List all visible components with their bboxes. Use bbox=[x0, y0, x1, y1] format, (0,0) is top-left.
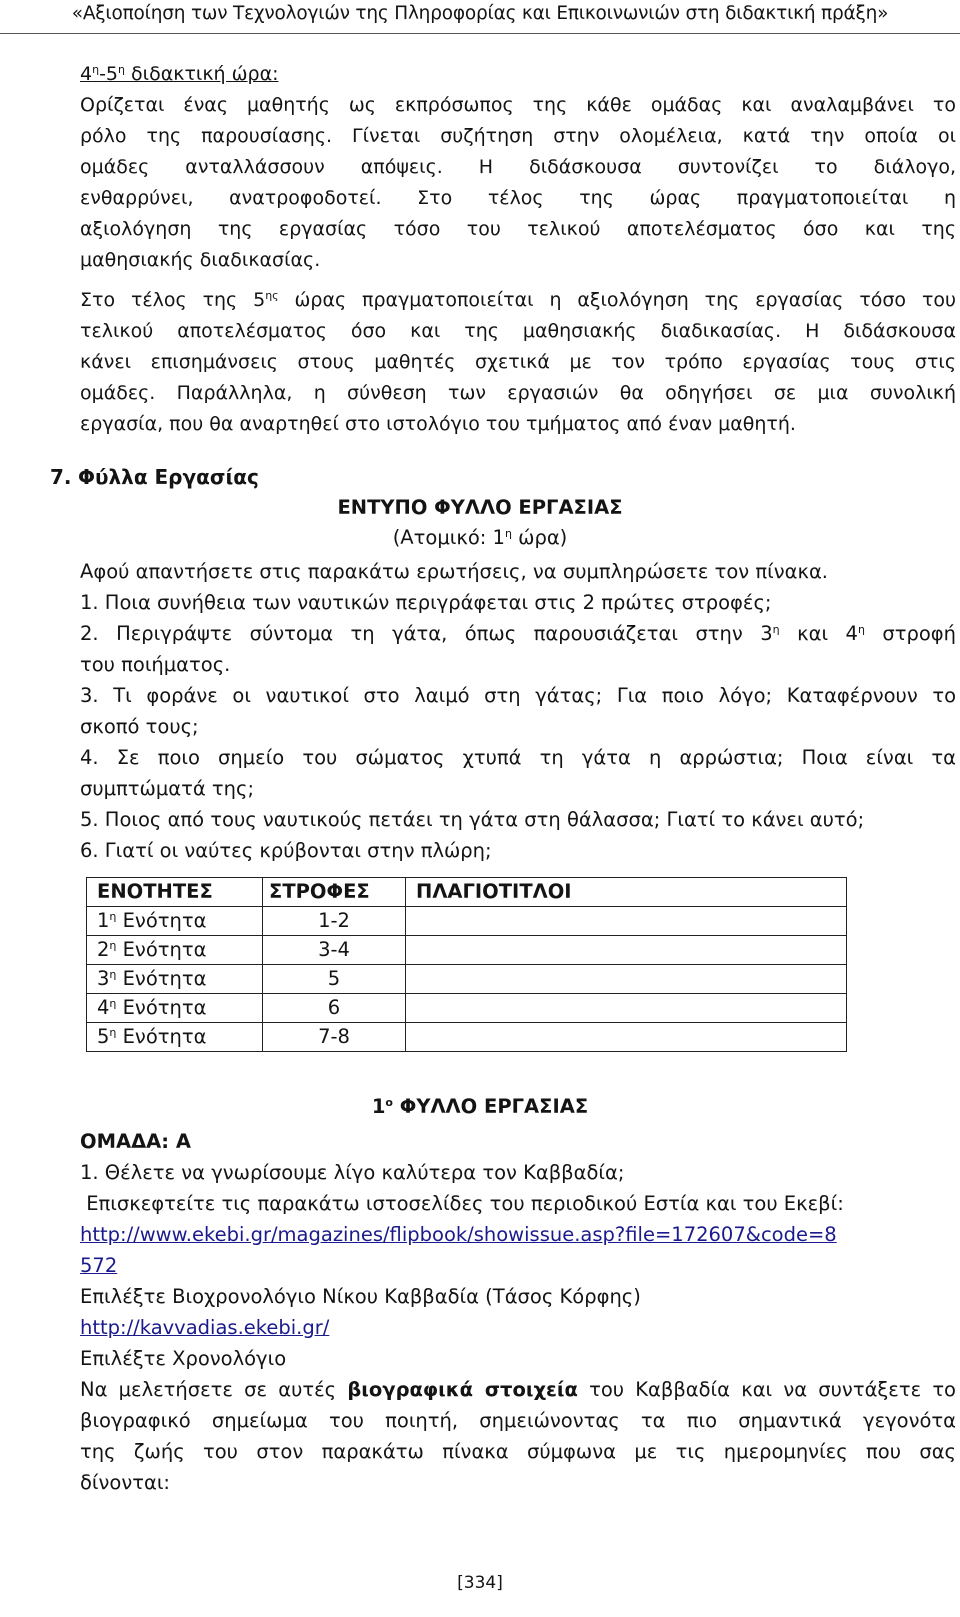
hours-p2-line: τελικού αποτελέσματος όσο και της μαθησιακής διαδικασίας. Η διδάσκουσα bbox=[80, 320, 956, 342]
unit-cell: $3^\eta$ Ενότητα bbox=[87, 965, 263, 994]
strofes-cell: 1-2 bbox=[263, 907, 406, 936]
worksheet-1-line: Επιλέξτε Βιοχρονολόγιο Νίκου Καββαδία (Τάσος Κόρφης) bbox=[80, 1285, 641, 1308]
worksheet-1-line: δίνονται: bbox=[80, 1471, 171, 1494]
worksheet-1-title: $1^o$ ΦΥΛΛΟ ΕΡΓΑΣΙΑΣ bbox=[371, 1095, 589, 1118]
worksheet-1-line: βιογραφικό σημείωμα του ποιητή, σημειώνοντας τα πιο σημαντικά γεγονότα bbox=[80, 1409, 956, 1432]
header-title: «Αξιοποίηση των Τεχνολογιών της Πληροφορίας και Επικοινωνιών στη διδακτική πράξη» bbox=[71, 3, 889, 24]
main-worksheet-questions bbox=[80, 556, 956, 866]
hours-p2-first-line: Στο τέλος της $5^{\eta\varsigma}$ ώρας πραγματοποιείται η αξιολόγηση της εργασίας τόσο του bbox=[80, 289, 956, 311]
question-2: 2. Περιγράψτε σύντομα τη γάτα, όπως παρουσιάζεται στην $3^\eta$ και $4^\eta$ στροφή bbox=[80, 622, 957, 645]
worksheet-1-line: Επιλέξτε Χρονολόγιο bbox=[80, 1347, 287, 1370]
question-2-cont: του ποιήματος. bbox=[80, 653, 231, 676]
ekebi-magazine-link-cont[interactable]: 572 bbox=[80, 1254, 118, 1277]
worksheet-1-line: Να μελετήσετε σε αυτές βιογραφικά στοιχεία του Καββαδία και να συντάξετε το bbox=[80, 1378, 956, 1401]
unit-cell: $4^\eta$ Ενότητα bbox=[87, 994, 263, 1023]
header-cell-plagiotitloi: ΠΛΑΓΙΟΤΙΤΛΟΙ bbox=[406, 878, 847, 907]
header-cell-enotites: ΕΝΟΤΗΤΕΣ bbox=[87, 878, 263, 907]
group-label: ΟΜΑΔΑ: Α bbox=[80, 1130, 191, 1153]
strofes-cell: 3-4 bbox=[263, 936, 406, 965]
hours-p2-line: εργασία, που θα αναρτηθεί στο ιστολόγιο του τμήματος από έναν μαθητή. bbox=[80, 413, 796, 435]
strofes-cell: 6 bbox=[263, 994, 406, 1023]
strofes-cell: 5 bbox=[263, 965, 406, 994]
hours-paragraph-2 bbox=[80, 285, 956, 440]
main-worksheet-title: ΕΝΤΥΠΟ ΦΥΛΛΟ ΕΡΓΑΣΙΑΣ bbox=[337, 496, 623, 519]
worksheet-1-body bbox=[80, 1126, 956, 1498]
unit-cell: $1^\eta$ Ενότητα bbox=[87, 907, 263, 936]
hours-section bbox=[80, 59, 956, 276]
hours-p2-line: ομάδες. Παράλληλα, η σύνθεση των εργασιών θα οδηγήσει σε μια συνολική bbox=[80, 382, 956, 404]
worksheet-1-line: της ζωής του στον παρακάτω πίνακα σύμφωνα με τις ημερομηνίες που σας bbox=[80, 1440, 956, 1463]
question-4-cont: συμπτώματά της; bbox=[80, 777, 255, 800]
question-6: 6. Γιατί οι ναύτες κρύβονται στην πλώρη; bbox=[80, 839, 492, 862]
hours-p1-line: ενθαρρύνει, ανατροφοδοτεί. Στο τέλος της ώρας πραγματοποιείται η bbox=[80, 187, 956, 209]
plagiotitlos-cell[interactable] bbox=[406, 1023, 847, 1052]
plagiotitlos-cell[interactable] bbox=[406, 965, 847, 994]
hours-p1-line: Ορίζεται ένας μαθητής ως εκπρόσωπος της κάθε ομάδας και αναλαμβάνει το bbox=[80, 94, 956, 116]
table-row bbox=[87, 994, 847, 1023]
table-header-row bbox=[87, 878, 847, 907]
hours-p1-line: ομάδες ανταλλάσσουν απόψεις. Η διδάσκουσα συντονίζει το διάλογο, bbox=[80, 156, 956, 178]
question-1: 1. Ποια συνήθεια των ναυτικών περιγράφεται στις 2 πρώτες στροφές; bbox=[80, 591, 772, 614]
kavvadias-link[interactable]: http://kavvadias.ekebi.gr/ bbox=[80, 1316, 330, 1339]
section-heading bbox=[50, 465, 259, 489]
section-title: Φύλλα Εργασίας bbox=[78, 465, 259, 489]
table-row bbox=[87, 1023, 847, 1052]
plagiotitlos-cell[interactable] bbox=[406, 994, 847, 1023]
hours-p1-line: αξιολόγηση της εργασίας τόσο του τελικού αποτελέσματος όσο και της bbox=[80, 218, 956, 240]
section-number: 7. bbox=[50, 465, 72, 489]
sections-table bbox=[86, 877, 847, 1052]
header-cell-strofes: ΣΤΡΟΦΕΣ bbox=[263, 878, 406, 907]
hours-p1-line: μαθησιακής διαδικασίας. bbox=[80, 249, 321, 271]
worksheet-intro: Αφού απαντήσετε στις παρακάτω ερωτήσεις, να συμπληρώσετε τον πίνακα. bbox=[80, 560, 829, 583]
hours-p2-line: κάνει επισημάνσεις στους μαθητές σχετικά με τον τρόπο εργασίας τους στις bbox=[80, 351, 956, 373]
worksheet-1-line: 1. Θέλετε να γνωρίσουμε λίγο καλύτερα τον Καββαδία; bbox=[80, 1161, 625, 1184]
strofes-cell: 7-8 bbox=[263, 1023, 406, 1052]
hours-p1-line: ρόλο της παρουσίασης. Γίνεται συζήτηση στην ολομέλεια, κατά την οποία οι bbox=[80, 125, 956, 147]
question-3: 3. Τι φοράνε οι ναυτικοί στο λαιμό στη γάτας; Για ποιο λόγο; Καταφέρνουν το bbox=[80, 684, 956, 707]
table-row bbox=[87, 936, 847, 965]
unit-cell: $2^\eta$ Ενότητα bbox=[87, 936, 263, 965]
question-3-cont: σκοπό τους; bbox=[80, 715, 199, 738]
ekebi-magazine-link[interactable]: http://www.ekebi.gr/magazines/flipbook/showissue.asp?file=172607&code=8 bbox=[80, 1223, 837, 1246]
question-4: 4. Σε ποιο σημείο του σώματος χτυπά τη γάτα η αρρώστια; Ποια είναι τα bbox=[80, 746, 956, 769]
plagiotitlos-cell[interactable] bbox=[406, 907, 847, 936]
table-row bbox=[87, 907, 847, 936]
question-5: 5. Ποιος από τους ναυτικούς πετάει τη γάτα στη θάλασσα; Γιατί το κάνει αυτό; bbox=[80, 808, 865, 831]
worksheet-1-line: Επισκεφτείτε τις παρακάτω ιστοσελίδες του περιοδικού Εστία και του Εκεβί: bbox=[80, 1192, 844, 1215]
table-row bbox=[87, 965, 847, 994]
document-header bbox=[0, 0, 960, 30]
unit-cell: $5^\eta$ Ενότητα bbox=[87, 1023, 263, 1052]
plagiotitlos-cell[interactable] bbox=[406, 936, 847, 965]
main-worksheet-subtitle: (Ατομικό: $1^\eta$ ώρα) bbox=[392, 526, 568, 549]
hours-heading: $4^\eta-5^\eta$ διδακτική ώρα: bbox=[80, 63, 279, 85]
page-number: [334] bbox=[457, 1573, 503, 1593]
header-divider bbox=[0, 33, 960, 34]
